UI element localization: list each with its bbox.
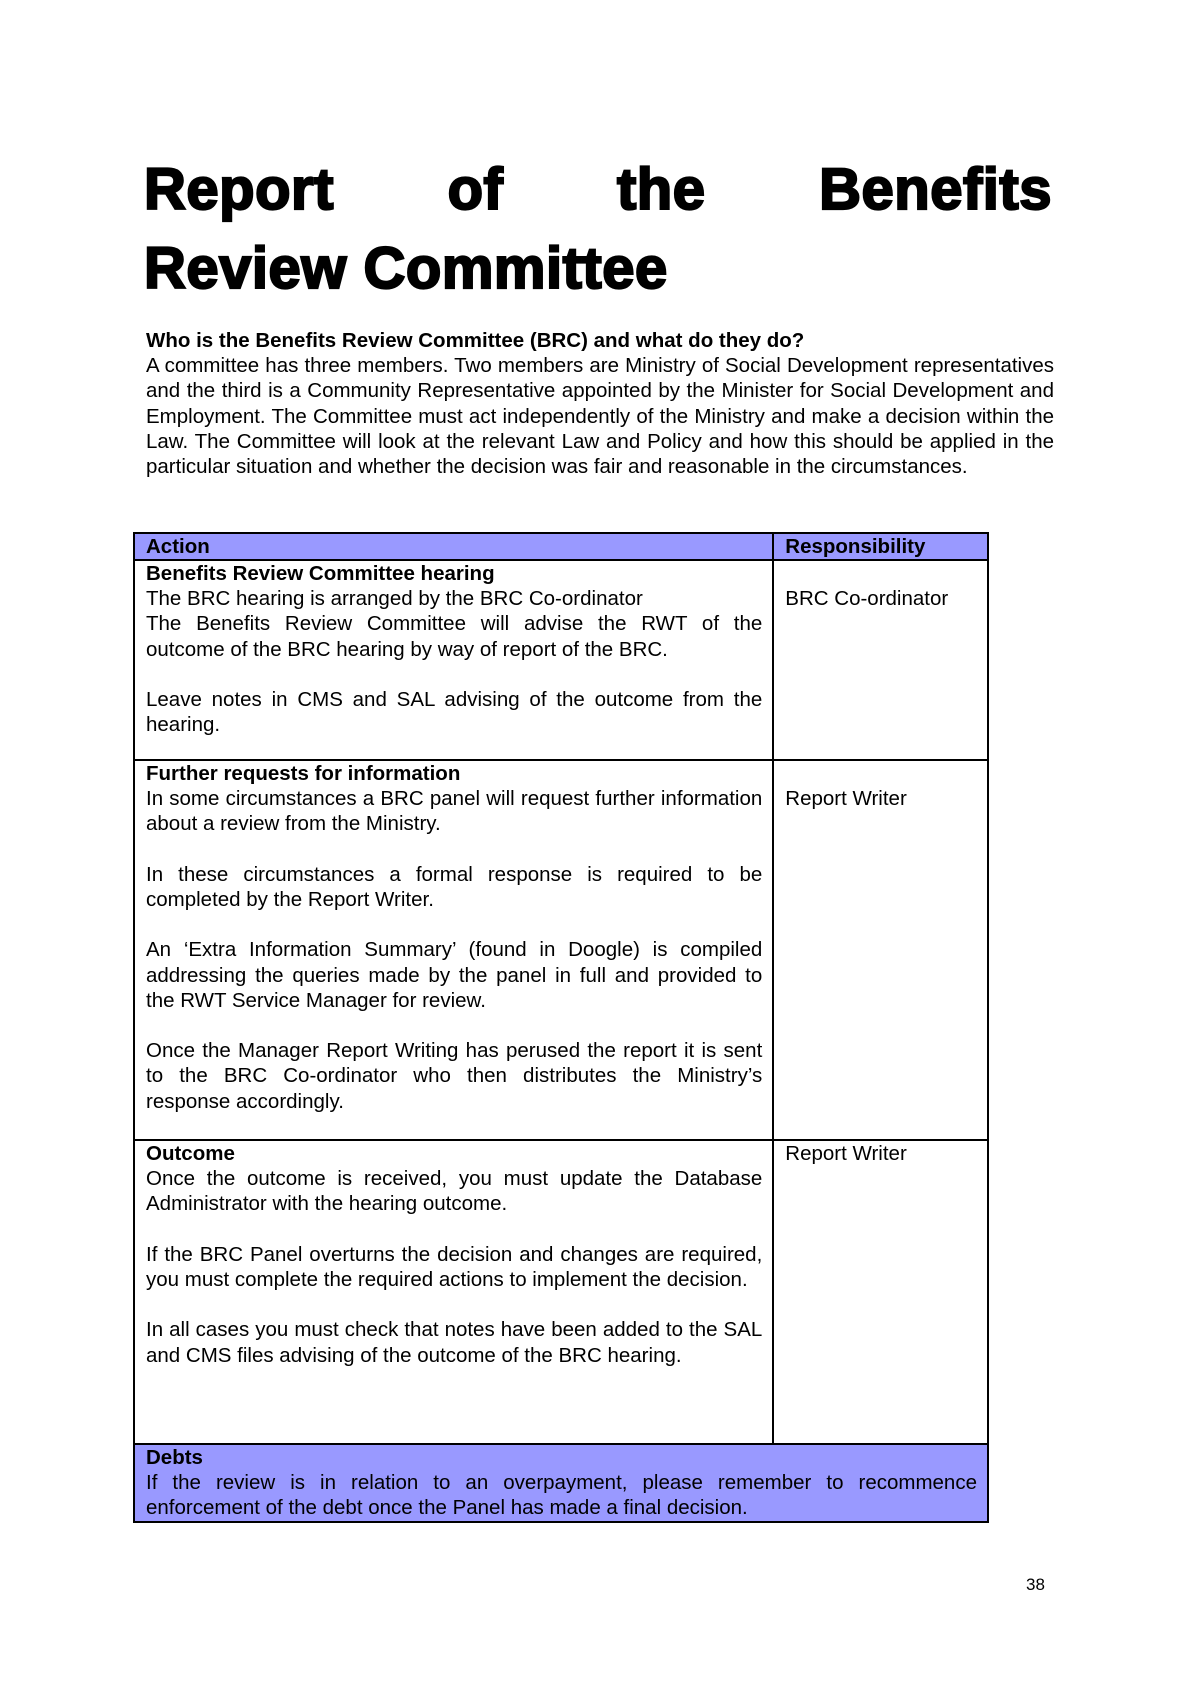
- title-word: Report: [144, 157, 334, 222]
- responsibility-text: BRC Co-ordinator: [785, 587, 949, 611]
- row-title: Outcome: [146, 1142, 235, 1165]
- row-line: Once the outcome is received, you must update the Database Administrator with the hearing outcome.: [146, 1167, 763, 1216]
- row-paragraph: In all cases you must check that notes have been added to the SAL and CMS files advising of the outcome of the BRC hearing.: [146, 1318, 763, 1367]
- debts-row: [134, 1444, 988, 1522]
- table-header-row: [134, 533, 988, 560]
- action-cell: [134, 560, 773, 760]
- page-title: [144, 150, 1054, 308]
- title-line-1: [144, 150, 1052, 229]
- responsibility-cell: [773, 760, 988, 1140]
- title-word: the: [616, 157, 706, 222]
- row-paragraph: An ‘Extra Information Summary’ (found in Doogle) is compiled addressing the queries made by the panel in full and provided to the RWT Service Manager for review.: [146, 938, 763, 1012]
- action-cell: [134, 760, 773, 1140]
- action-cell: [134, 1140, 773, 1444]
- responsibility-cell: [773, 1140, 988, 1444]
- table-row: [134, 760, 988, 1140]
- intro-body: A committee has three members. Two members are Ministry of Social Development representatives and the third is a Community Representative appointed by the Minister for Social Development and Employment. The Committee must act independently of the Ministry and make a decision within the Law. The Committee will look at the relevant Law and Policy and how this should be applied in the particular situation and whether the decision was fair and reasonable in the circumstances.: [146, 354, 1054, 479]
- procedure-table: [133, 532, 989, 1523]
- row-paragraph: Once the Manager Report Writing has perused the report it is sent to the BRC Co-ordinator who then distributes the Ministry’s response accordingly.: [146, 1039, 763, 1113]
- debts-title: Debts: [146, 1446, 203, 1469]
- row-title: Benefits Review Committee hearing: [146, 562, 495, 585]
- debts-cell: [134, 1444, 988, 1522]
- table-row: [134, 1140, 988, 1444]
- row-paragraph: If the BRC Panel overturns the decision and changes are required, you must complete the required actions to implement the decision.: [146, 1242, 763, 1291]
- responsibility-text: Report Writer: [785, 787, 907, 811]
- intro-section: [146, 328, 1054, 479]
- header-action: Action: [134, 533, 773, 560]
- row-paragraph: In these circumstances a formal response is required to be completed by the Report Writer.: [146, 862, 763, 911]
- responsibility-cell: [773, 560, 988, 760]
- responsibility-text: Report Writer: [785, 1142, 907, 1165]
- table-row: [134, 560, 988, 760]
- row-paragraph: Leave notes in CMS and SAL advising of the outcome from the hearing.: [146, 688, 763, 737]
- row-line: The BRC hearing is arranged by the BRC Co-ordinator: [146, 587, 643, 611]
- row-line: The Benefits Review Committee will advise the RWT of the outcome of the BRC hearing by way of report of the BRC.: [146, 612, 763, 661]
- page-number: 38: [1026, 1575, 1045, 1594]
- title-line-2: Review Committee: [144, 236, 668, 301]
- title-word: Benefits: [819, 157, 1052, 222]
- intro-heading: Who is the Benefits Review Committee (BRC) and what do they do?: [146, 329, 805, 352]
- title-word: of: [447, 157, 504, 222]
- header-responsibility: Responsibility: [773, 533, 988, 560]
- row-line: In some circumstances a BRC panel will request further information about a review from the Ministry.: [146, 787, 763, 836]
- row-title: Further requests for information: [146, 762, 461, 785]
- debts-text: If the review is in relation to an overpayment, please remember to recommence enforcement of the debt once the Panel has made a final decision.: [146, 1471, 977, 1520]
